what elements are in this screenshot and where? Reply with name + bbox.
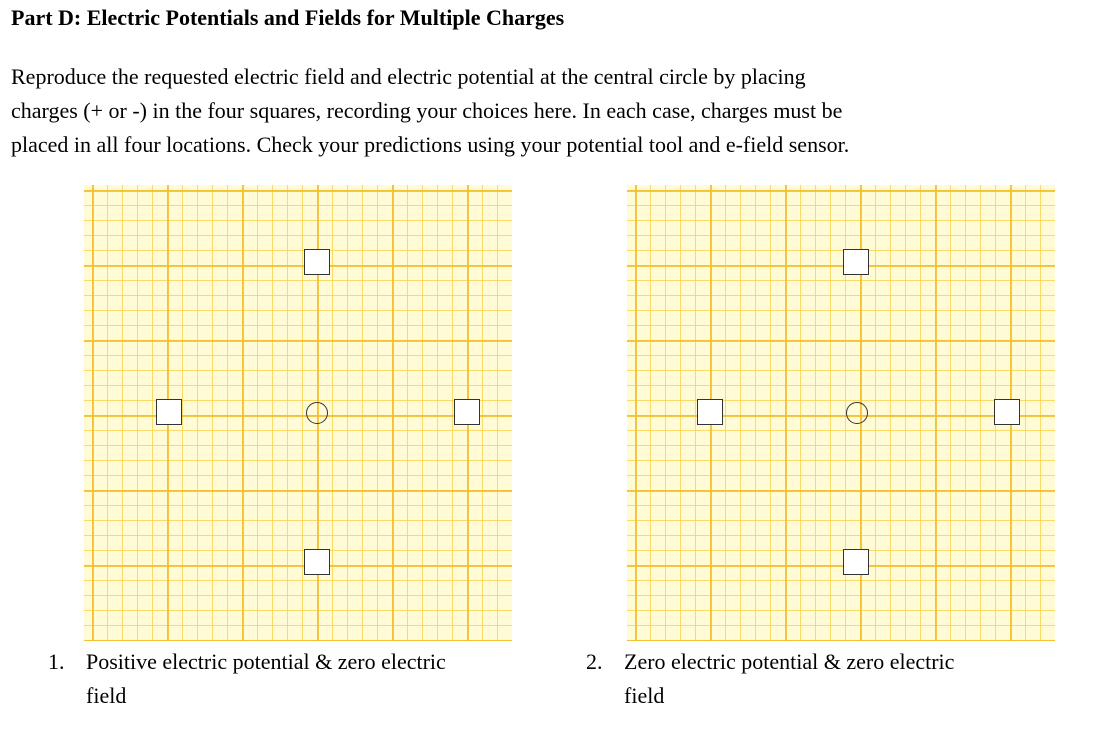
case-number: 2. <box>586 649 603 674</box>
instructions-line-1: Reproduce the requested electric field and electric potential at the central circle by placing <box>11 64 806 89</box>
charge-square-right[interactable] <box>994 399 1020 425</box>
page-title: Part D: Electric Potentials and Fields for Multiple Charges <box>11 5 565 30</box>
central-circle <box>846 402 868 424</box>
central-circle <box>306 402 328 424</box>
instructions-paragraph <box>11 60 1091 162</box>
instructions-line-3: placed in all four locations. Check your predictions using your potential tool and e-field sensor. <box>11 132 850 157</box>
grid-panel-case-1 <box>84 185 512 641</box>
case-number: 1. <box>48 649 65 674</box>
charge-square-left[interactable] <box>156 399 182 425</box>
charge-square-top[interactable] <box>304 249 330 275</box>
charge-square-top[interactable] <box>843 249 869 275</box>
case-description: Zero electric potential & zero electric field <box>624 649 955 708</box>
charge-square-right[interactable] <box>454 399 480 425</box>
charge-square-bottom[interactable] <box>843 549 869 575</box>
charge-square-bottom[interactable] <box>304 549 330 575</box>
grid-panel-case-2 <box>627 185 1055 641</box>
case-description: Positive electric potential & zero electric field <box>86 649 446 708</box>
charge-square-left[interactable] <box>697 399 723 425</box>
instructions-line-2: charges (+ or -) in the four squares, recording your choices here. In each case, charges must be <box>11 98 843 123</box>
